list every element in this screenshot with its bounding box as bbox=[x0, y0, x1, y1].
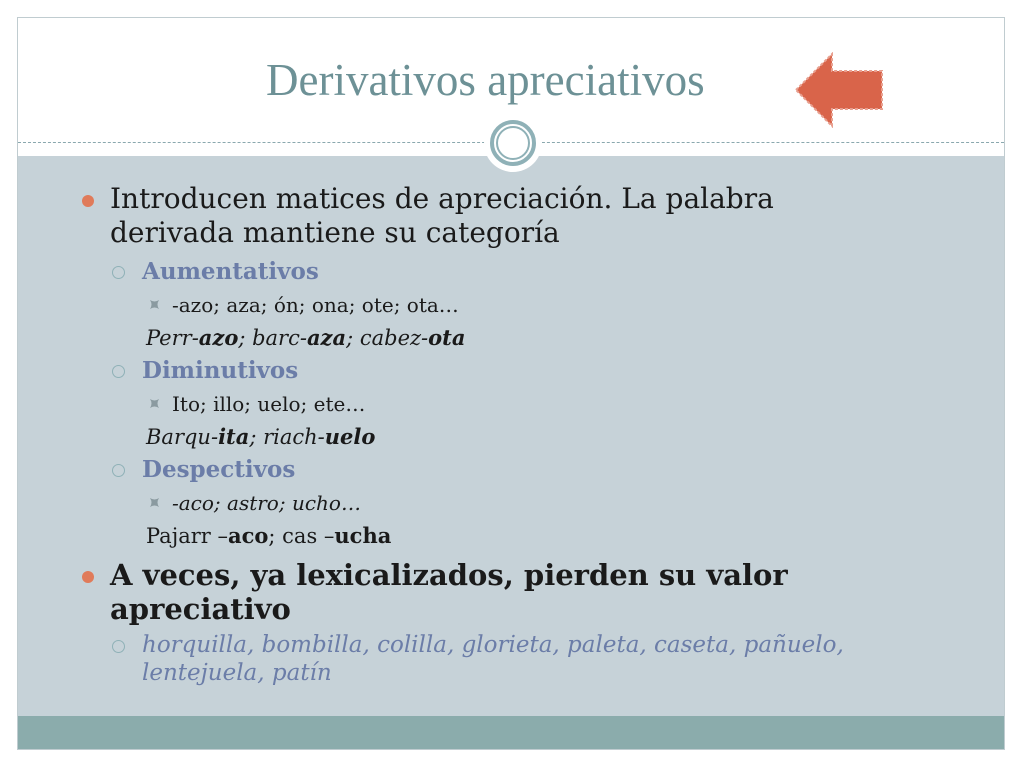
example-segment: ; cas – bbox=[268, 524, 335, 548]
example-aumentativos bbox=[146, 325, 465, 351]
arrow-left-icon[interactable] bbox=[794, 52, 886, 128]
example-diminutivos bbox=[146, 424, 375, 450]
circle-bullet-icon bbox=[112, 365, 125, 378]
example-segment: ; riach- bbox=[249, 425, 325, 449]
suffixes-diminutivos: Ito; illo; uelo; ete… bbox=[172, 392, 366, 416]
bullet2-line1: A veces, ya lexicalizados, pierden su valor bbox=[110, 558, 788, 592]
example-segment: ita bbox=[218, 424, 250, 449]
suffixes-aumentativos: -azo; aza; ón; ona; ote; ota… bbox=[172, 293, 459, 317]
bullet2-line2: apreciativo bbox=[110, 592, 291, 626]
slide bbox=[17, 17, 1005, 750]
example-despectivos bbox=[146, 523, 391, 549]
example-segment: ; cabez- bbox=[346, 326, 429, 350]
example-segment: azo bbox=[198, 325, 239, 350]
example-segment: Perr- bbox=[146, 326, 199, 350]
example-segment: ucha bbox=[334, 523, 392, 548]
bullet-dot-icon bbox=[82, 571, 94, 583]
ornament-bullet-icon bbox=[149, 398, 160, 409]
ornament-bullet-icon bbox=[149, 299, 160, 310]
footer-band bbox=[18, 716, 1004, 750]
bullet-dot-icon bbox=[82, 195, 94, 207]
slide-title: Derivativos apreciativos bbox=[266, 55, 705, 105]
example-segment: ota bbox=[428, 325, 466, 350]
example-segment: ; barc- bbox=[238, 326, 307, 350]
ornament-bullet-icon bbox=[149, 497, 160, 508]
heading-aumentativos: Aumentativos bbox=[142, 258, 319, 285]
example-segment: Barqu- bbox=[146, 425, 219, 449]
circle-bullet-icon bbox=[112, 266, 125, 279]
heading-despectivos: Despectivos bbox=[142, 456, 296, 483]
circle-bullet-icon bbox=[112, 640, 125, 653]
bullet1-line1: Introducen matices de apreciación. La palabra bbox=[110, 182, 774, 215]
suffixes-despectivos: -aco; astro; ucho… bbox=[172, 491, 361, 515]
example-segment: aza bbox=[306, 325, 347, 350]
circle-bullet-icon bbox=[112, 464, 125, 477]
lexicalized-line1: horquilla, bombilla, colilla, glorieta, paleta, caseta, pañuelo, bbox=[142, 632, 844, 658]
lexicalized-line2: lentejuela, patín bbox=[142, 660, 332, 686]
ring-ornament-inner bbox=[496, 126, 530, 160]
example-segment: aco bbox=[228, 523, 269, 548]
heading-diminutivos: Diminutivos bbox=[142, 357, 299, 384]
bullet1-line2: derivada mantiene su categoría bbox=[110, 216, 560, 249]
example-segment: Pajarr – bbox=[146, 524, 228, 548]
example-segment: uelo bbox=[324, 424, 376, 449]
